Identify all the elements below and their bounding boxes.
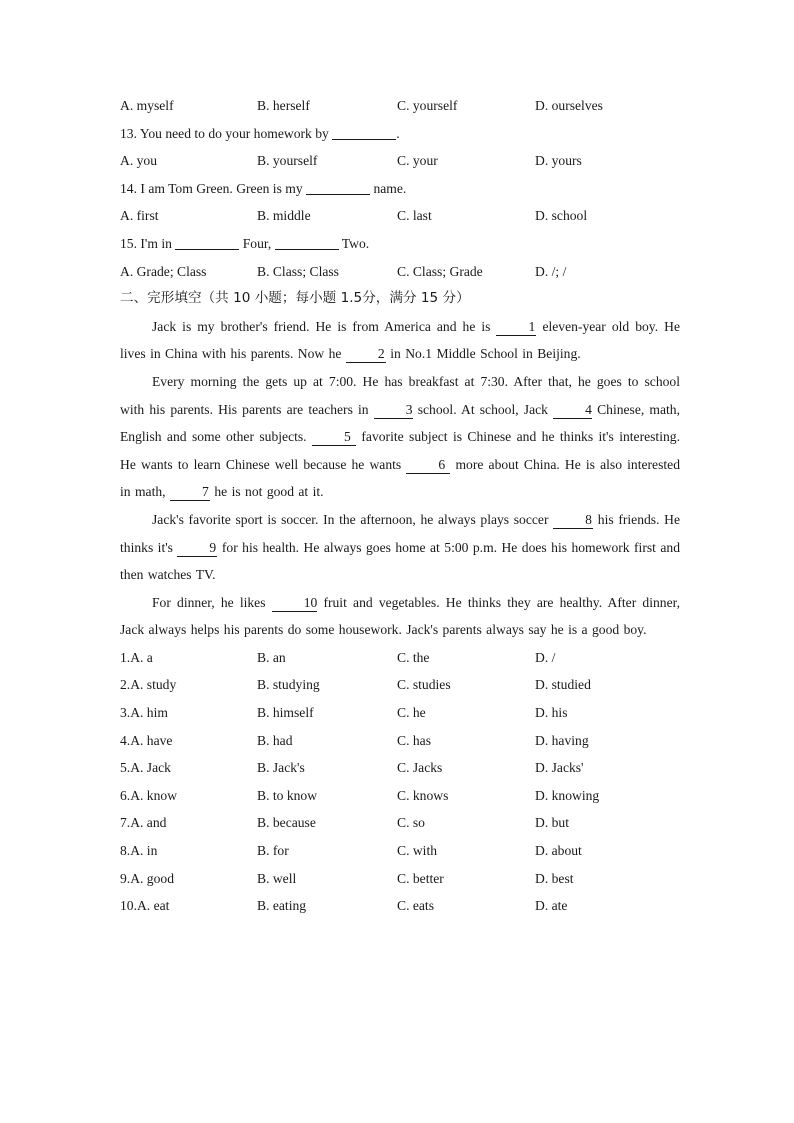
- q15-option-b: B. Class; Class: [257, 263, 339, 279]
- q15-option-a: A. Grade; Class: [120, 263, 207, 279]
- q15-option-c: C. Class; Grade: [397, 263, 483, 279]
- cloze-blank-6: 6: [406, 457, 450, 474]
- q13-option-c: C. your: [397, 153, 438, 169]
- q14-blank: [306, 180, 370, 195]
- q12-option-d: D. ourselves: [535, 98, 603, 113]
- q13-option-a: A. you: [120, 153, 158, 169]
- q14-options: [120, 202, 680, 230]
- cloze-blank-5: 5: [312, 429, 356, 446]
- cloze-options-4: 4.A. have B. had C. has D. having: [120, 732, 589, 748]
- q12-option-c: C. yourself: [397, 98, 458, 113]
- q14-option-a: A. first: [120, 208, 159, 224]
- q15-blank-2: [275, 235, 339, 250]
- worksheet-page: [120, 92, 680, 920]
- q14-option-c: C. last: [397, 208, 432, 224]
- cloze-passage: [120, 313, 680, 644]
- cloze-blank-7: 7: [170, 484, 210, 501]
- q13-option-d: D. yours: [535, 153, 582, 169]
- q13-question: [120, 120, 680, 148]
- cloze-options-3: 3.A. him B. himself C. he D. his: [120, 705, 568, 721]
- q15-text-end: Two.: [338, 235, 370, 251]
- cloze-options-10: 10.A. eat B. eating C. eats D. ate: [120, 898, 568, 914]
- cloze-options-1: 1.A. a B. an C. the D. /: [120, 649, 556, 665]
- q14-question: [120, 175, 680, 203]
- cloze-options-5: 5.A. Jack B. Jack's C. Jacks D. Jacks': [120, 760, 584, 776]
- cloze-blank-3: 3: [374, 402, 413, 419]
- q15-text-mid: Four,: [239, 235, 275, 251]
- passage-paragraph-3: Jack's favorite sport is soccer. In the afternoon, he always plays soccer 8 his friends. He thinks it's 9 for his health. He always goes home at 5:00 p.m. He does his homework first and then watches TV.: [120, 511, 681, 583]
- q13-text-end: .: [396, 125, 400, 141]
- q14-option-b: B. middle: [257, 208, 311, 224]
- q13-option-b: B. yourself: [257, 153, 318, 169]
- q14-option-d: D. school: [535, 208, 588, 224]
- q12-option-a: A. myself: [120, 98, 174, 113]
- q15-blank-1: [175, 235, 239, 250]
- cloze-blank-9: 9: [177, 540, 217, 557]
- passage-paragraph-2: Every morning the gets up at 7:00. He has breakfast at 7:30. After that, he goes to school with his parents. His parents are teachers in 3 school. At school, Jack 4 Chinese, math, English and some other subjects. 5 favorite subject is Chinese and he thinks it's interesting. He wants to learn Chinese well because he wants 6 more about China. He is also interested in math, 7 he is not good at it.: [120, 373, 681, 500]
- cloze-blank-8: 8: [553, 512, 593, 529]
- q12-option-b: B. herself: [257, 98, 310, 113]
- q15-question: [120, 230, 680, 258]
- cloze-options-6: 6.A. know B. to know C. knows D. knowing: [120, 787, 600, 803]
- cloze-options-8: 8.A. in B. for C. with D. about: [120, 843, 582, 859]
- q14-text: 14. I am Tom Green. Green is my: [120, 180, 307, 196]
- cloze-options-list: [120, 644, 680, 920]
- q15-options: [120, 258, 680, 286]
- cloze-blank-10: 10: [272, 595, 318, 612]
- passage-paragraph-1: Jack is my brother's friend. He is from America and he is 1 eleven-year old boy. He lives in China with his parents. Now he 2 in No.1 Middle School in Beijing.: [120, 318, 680, 362]
- cloze-blank-4: 4: [553, 402, 592, 419]
- cloze-blank-1: 1: [496, 319, 536, 336]
- cloze-options-7: 7.A. and B. because C. so D. but: [120, 815, 569, 831]
- q15-option-d: D. /; /: [535, 263, 567, 279]
- q14-text-end: name.: [370, 180, 407, 196]
- q15-text: 15. I'm in: [120, 235, 176, 251]
- passage-paragraph-4: For dinner, he likes 10 fruit and vegetables. He thinks they are healthy. After dinner, Jack always helps his parents do some housework. Jack's parents always say he is a good boy.: [120, 594, 680, 638]
- cloze-options-9: 9.A. good B. well C. better D. best: [120, 870, 574, 886]
- q13-text: 13. You need to do your homework by: [120, 125, 333, 141]
- q13-blank: [332, 125, 396, 140]
- q12-options: [120, 92, 680, 120]
- cloze-options-2: 2.A. study B. studying C. studies D. studied: [120, 677, 591, 693]
- section-2-title: 二、完形填空（共 10 小题；每小题 1.5分，满分 15 分）: [120, 290, 470, 307]
- cloze-blank-2: 2: [346, 346, 386, 363]
- q13-options: [120, 147, 680, 175]
